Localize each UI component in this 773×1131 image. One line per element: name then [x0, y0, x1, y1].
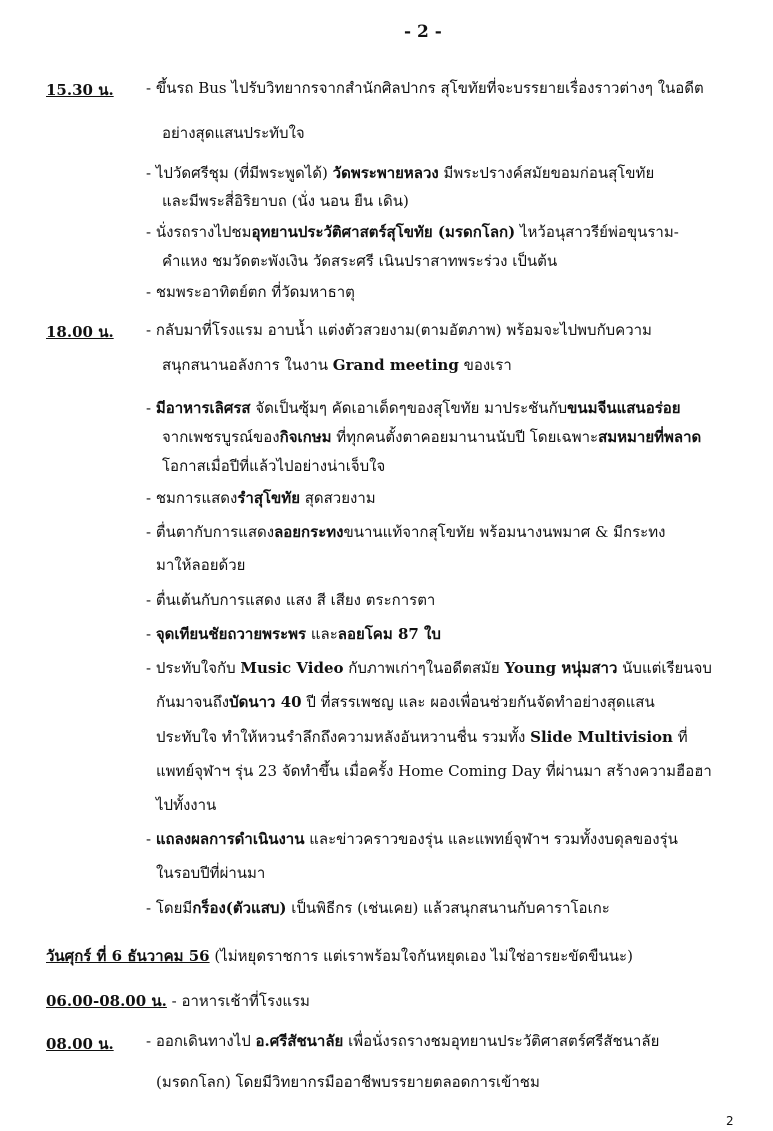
section-1800-line-6 — [146, 488, 376, 508]
text-segment: และ — [306, 625, 338, 643]
section-1800-line-11 — [146, 658, 712, 678]
page-header: - 2 - — [404, 22, 442, 42]
text-segment: - กลับมาที่โรงแรม อาบน้ำ แต่งตัวสวยงาม(ตามอัตภาพ) พร้อมจะไปพบกับความ — [146, 321, 652, 339]
day-heading-date: วันศุกร์ ที่ 6 ธันวาคม 56 — [46, 947, 210, 965]
text-segment: Music Video — [240, 659, 344, 677]
section-1800-line-13 — [156, 727, 688, 747]
text-segment: - — [146, 625, 156, 643]
text-segment: เพื่อนั่งรถรางชมอุทยานประวัติศาสตร์ศรีสัชนาลัย — [343, 1032, 660, 1050]
section-1530-line-2 — [162, 123, 305, 143]
text-segment: - ชมการแสดง — [146, 489, 238, 507]
section-1800-line-7 — [146, 522, 665, 542]
text-segment: (มรดกโลก) โดยมีวิทยากรมืออาชีพบรรยายตลอดการเข้าชม — [156, 1073, 540, 1091]
text-segment: แพทย์จุฬาฯ รุ่น 23 จัดทำขึ้น เมื่อครั้ง Home Coming Day ที่ผ่านมา สร้างความฮือฮา — [156, 762, 712, 780]
text-segment: - — [146, 399, 156, 417]
text-segment: นับแต่เรียนจบ — [617, 659, 712, 677]
text-segment: - ขึ้นรถ Bus ไปรับวิทยากรจากสำนักศิลปากร สุโขทัยที่จะบรรยายเรื่องราวต่างๆ ในอดีต — [146, 79, 704, 97]
page-number: 2 — [726, 1114, 734, 1128]
section-1800-line-15 — [156, 795, 216, 815]
section-1530-line-4 — [162, 191, 409, 211]
text-segment: - โดยมี — [146, 899, 193, 917]
section-1800-line-14 — [156, 761, 712, 781]
breakfast-time: 06.00-08.00 น. — [46, 992, 167, 1010]
text-segment: มีพระปรางค์สมัยขอมก่อนสุโขทัย — [438, 164, 655, 182]
text-segment: จัดเป็นซุ้มๆ คัดเอาเด็ดๆของสุโขทัย มาประชันกับ — [250, 399, 568, 417]
text-segment: สมหมายที่พลาด — [598, 428, 702, 446]
section-1530-line-6 — [162, 251, 557, 271]
section-1800-line-10 — [146, 624, 441, 644]
text-segment: บัดนาว 40 — [229, 693, 302, 711]
text-segment: - ออกเดินทางไป — [146, 1032, 256, 1050]
text-segment: ลอยกระทง — [274, 523, 344, 541]
text-segment: วัดพระพายหลวง — [332, 164, 439, 182]
text-segment: ปี ที่สรรเพชญ และ ผองเพื่อนช่วยกันจัดทำอย่างสุดแสน — [301, 693, 655, 711]
text-segment: Young หนุ่มสาว — [504, 659, 618, 677]
section-1800-line-2 — [162, 355, 512, 375]
text-segment: มีอาหารเลิศรส — [155, 399, 251, 417]
text-segment: ขนมจีนแสนอร่อย — [567, 399, 681, 417]
day-heading — [46, 946, 633, 966]
text-segment: ที่ทุกคนตั้งตาคอยมานานนับปี โดยเฉพาะ — [331, 428, 599, 446]
text-segment: ประทับใจ ทำให้หวนรำลึกถึงความหลังอันหวานชื่น รวมทั้ง — [156, 728, 531, 746]
section-1800-line-16 — [146, 829, 678, 849]
breakfast-text: - อาหารเช้าที่โรงแรม — [166, 992, 310, 1010]
section-1800-line-8 — [156, 555, 245, 575]
section-1800-line-9 — [146, 590, 435, 610]
text-segment: ที่ — [672, 728, 688, 746]
text-segment: - ประทับใจกับ — [146, 659, 241, 677]
text-segment: จุดเทียนชัยถวายพระพร — [155, 625, 307, 643]
text-segment: โอกาสเมื่อปีที่แล้วไปอย่างน่าเจ็บใจ — [162, 457, 386, 475]
section-1800-line-1 — [146, 320, 652, 340]
text-segment: - ไปวัดศรีชุม (ที่มีพระพูดได้) — [146, 164, 333, 182]
text-segment: ในรอบปีที่ผ่านมา — [156, 864, 266, 882]
section-0800-line-2 — [156, 1072, 540, 1092]
text-segment: ลอยโคม 87 ใบ — [337, 625, 441, 643]
text-segment: - — [146, 830, 156, 848]
section-1800-line-3 — [146, 398, 681, 418]
text-segment: สุดสวยงาม — [299, 489, 376, 507]
text-segment: กันมาจนถึง — [156, 693, 230, 711]
text-segment: ขนานแท้จากสุโขทัย พร้อมนางนพมาศ & มีกระทง — [343, 523, 666, 541]
section-1800-line-17 — [156, 863, 265, 883]
section-1530-time: 15.30 น. — [46, 81, 114, 99]
text-segment: ของเรา — [458, 356, 512, 374]
section-0800-time: 08.00 น. — [46, 1035, 114, 1053]
text-segment: อย่างสุดแสนประทับใจ — [162, 124, 305, 142]
text-segment: คำแหง ชมวัดตะพังเงิน วัดสระศรี เนินปราสาทพระร่วง เป็นต้น — [162, 252, 558, 270]
text-segment: - ชมพระอาทิตย์ตก ที่วัดมหาธาตุ — [146, 283, 355, 301]
text-segment: กับภาพเก่าๆในอดีตสมัย — [343, 659, 505, 677]
section-1530-line-7 — [146, 282, 355, 302]
text-segment: สนุกสนานอลังการ ในงาน — [162, 356, 333, 374]
text-segment: เป็นพิธีกร (เช่นเคย) แล้วสนุกสนานกับคาราโอเกะ — [286, 899, 610, 917]
text-segment: - ตื่นตากับการแสดง — [146, 523, 275, 541]
text-segment: - ตื่นเต้นกับการแสดง แสง สี เสียง ตระการตา — [146, 591, 436, 609]
section-1530-line-3 — [146, 163, 654, 183]
section-1800-line-4 — [162, 427, 701, 447]
section-1800-time: 18.00 น. — [46, 323, 114, 341]
section-1800-line-18 — [146, 898, 610, 918]
section-0800-line-1 — [146, 1031, 659, 1051]
text-segment: Slide Multivision — [530, 728, 673, 746]
text-segment: Grand meeting — [332, 356, 459, 374]
text-segment: ไปทั้งงาน — [156, 796, 217, 814]
section-1800-line-12 — [156, 692, 655, 712]
text-segment: กร็อง(ตัวแสบ) — [192, 899, 287, 917]
text-segment: จากเพชรบูรณ์ของ — [162, 428, 280, 446]
text-segment: รำสุโขทัย — [237, 489, 300, 507]
section-1800-line-5 — [162, 456, 385, 476]
section-1530-line-1 — [146, 78, 704, 98]
text-segment: และข่าวคราวของรุ่น และแพทย์จุฬาฯ รวมทั้งงบดุลของรุ่น — [304, 830, 678, 848]
text-segment: มาให้ลอยด้วย — [156, 556, 246, 574]
text-segment: ไหว้อนุสาวรีย์พ่อขุนราม- — [515, 223, 679, 241]
text-segment: แถลงผลการดำเนินงาน — [155, 830, 305, 848]
section-1530-line-5 — [146, 222, 679, 242]
text-segment: อุทยานประวัติศาสตร์สุโขทัย (มรดกโลก) — [251, 223, 516, 241]
day-heading-note: (ไม่หยุดราชการ แต่เราพร้อมใจกันหยุดเอง ไม่ใช่อารยะขัดขืนนะ) — [209, 947, 633, 965]
text-segment: และมีพระสี่อิริยาบถ (นั่ง นอน ยืน เดิน) — [162, 192, 409, 210]
text-segment: อ.ศรีสัชนาลัย — [255, 1032, 344, 1050]
breakfast-row — [46, 991, 310, 1011]
text-segment: - นั่งรถรางไปชม — [146, 223, 252, 241]
text-segment: กิจเกษม — [279, 428, 332, 446]
